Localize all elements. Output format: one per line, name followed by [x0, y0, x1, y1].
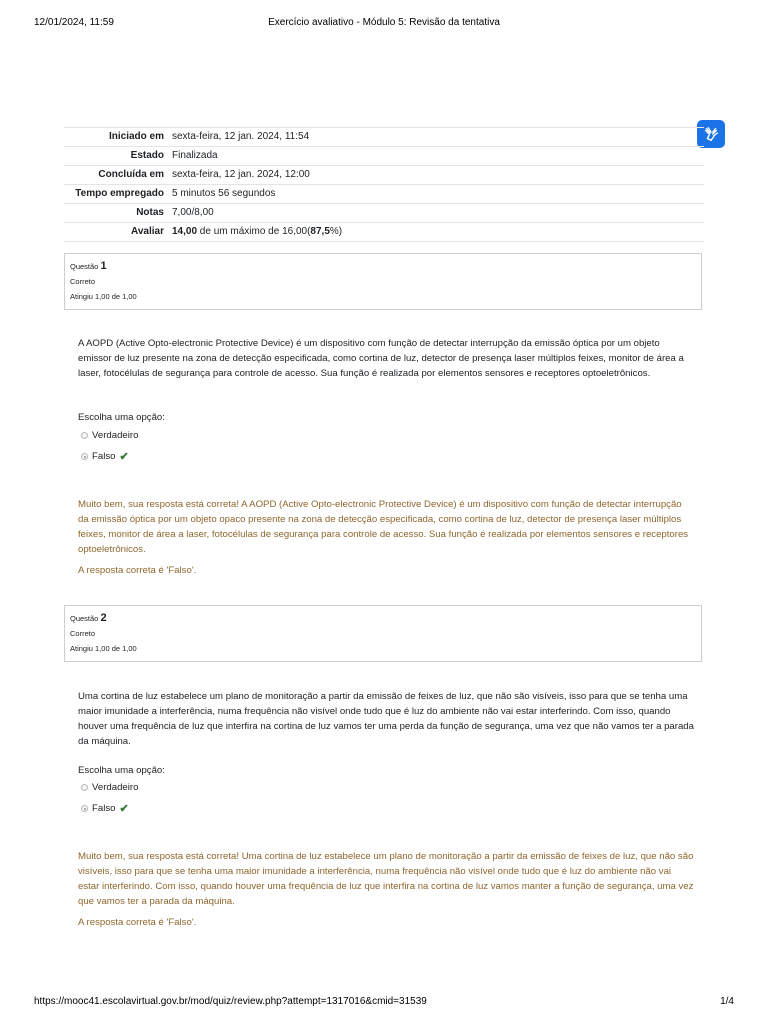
option-verdadeiro[interactable]	[81, 430, 138, 441]
question-number: 1	[100, 260, 107, 272]
option-label: Falso	[92, 451, 116, 462]
print-url: https://mooc41.escolavirtual.gov.br/mod/quiz/review.php?attempt=1317016&cmid=31539	[34, 996, 427, 1007]
summary-label: Concluída em	[64, 166, 168, 185]
print-page-number: 1/4	[720, 996, 734, 1007]
option-falso[interactable]	[81, 802, 129, 815]
summary-label: Avaliar	[64, 223, 168, 242]
choice-prompt: Escolha uma opção:	[78, 765, 165, 776]
hand-sign-icon	[702, 125, 720, 143]
feedback-2	[78, 849, 694, 930]
print-footer	[34, 996, 734, 1010]
check-icon: ✔	[119, 803, 129, 815]
question-grade: Atingiu 1,00 de 1,00	[70, 292, 137, 301]
question-number: 2	[100, 612, 107, 624]
summary-value: sexta-feira, 12 jan. 2024, 12:00	[168, 166, 704, 185]
option-verdadeiro[interactable]	[81, 782, 138, 793]
summary-row	[64, 185, 704, 204]
summary-row	[64, 223, 704, 242]
feedback-text: Muito bem, sua resposta está correta! A AOPD (Active Opto-electronic Protective Device) é um dispositivo com função de detectar interrupção da emissão óptica por um objeto opaco presente na zona de detecção especificada, como cortina de luz, detector de presença laser múltiplos feixes, monitor de área a laser, fotocélulas de segurança para controle de acesso. Sua função é realizada por elementos sensores e receptores optoeletrônicos.	[78, 499, 689, 555]
radio-button-checked[interactable]	[81, 453, 88, 460]
radio-button[interactable]	[81, 784, 88, 791]
print-header	[34, 17, 734, 31]
question-state: Correto	[70, 277, 96, 286]
radio-button-checked[interactable]	[81, 805, 88, 812]
print-datetime: 12/01/2024, 11:59	[34, 17, 114, 28]
option-falso[interactable]	[81, 450, 129, 463]
choice-prompt: Escolha uma opção:	[78, 412, 165, 423]
summary-value: 5 minutos 56 segundos	[168, 185, 704, 204]
question-state: Correto	[70, 629, 96, 638]
grade-percent: 87,5	[310, 226, 330, 237]
radio-button[interactable]	[81, 432, 88, 439]
grade-score: 14,00	[172, 226, 198, 237]
question-info-2: Questão 2 Correto Atingiu 1,00 de 1,00	[64, 605, 702, 662]
option-label: Falso	[92, 803, 116, 814]
print-page-title: Exercício avaliativo - Módulo 5: Revisão da tentativa	[268, 17, 500, 28]
question-text-1: A AOPD (Active Opto-electronic Protective Device) é um dispositivo com função de detectar interrupção da emissão óptica por um objeto emissor de luz presente na zona de detecção especificada, como cortina de luz, detector de presença laser múltiplos feixes, monitor de área a laser, fotocélulas de segurança para controle de acesso. Sua função é realizada por elementos sensores e receptores optoeletrônicos.	[78, 338, 684, 379]
right-answer: A resposta correta é 'Falso'.	[78, 917, 197, 928]
summary-row	[64, 166, 704, 185]
summary-value: 7,00/8,00	[168, 204, 704, 223]
summary-value: 14,00 de um máximo de 16,00(87,5%)	[168, 223, 704, 242]
question-text-2: Uma cortina de luz estabelece um plano de monitoração a partir da emissão de feixes de luz, que não são visíveis, isso para que se tenha uma maior imunidade a interferência, numa frequência não visível onde tudo que é luz do ambiente não vai estar interferindo. Com isso, quando houver uma frequência de luz que interfira na cortina de luz vamos ter uma perda da função de segurança, uma vez que não vamos ter a parada da máquina.	[78, 691, 694, 747]
summary-label: Notas	[64, 204, 168, 223]
attempt-summary-table	[64, 127, 704, 242]
summary-value: Finalizada	[168, 147, 704, 166]
right-answer: A resposta correta é 'Falso'.	[78, 565, 197, 576]
summary-row	[64, 147, 704, 166]
summary-value: sexta-feira, 12 jan. 2024, 11:54	[168, 128, 704, 147]
question-grade: Atingiu 1,00 de 1,00	[70, 644, 137, 653]
summary-label: Iniciado em	[64, 128, 168, 147]
summary-row	[64, 204, 704, 223]
summary-row	[64, 128, 704, 147]
summary-label: Tempo empregado	[64, 185, 168, 204]
summary-label: Estado	[64, 147, 168, 166]
option-label: Verdadeiro	[92, 430, 139, 441]
question-info-1: Questão 1 Correto Atingiu 1,00 de 1,00	[64, 253, 702, 310]
feedback-1	[78, 497, 694, 578]
option-label: Verdadeiro	[92, 782, 139, 793]
feedback-text: Muito bem, sua resposta está correta! Uma cortina de luz estabelece um plano de monitoração a partir da emissão de feixes de luz, que não são visíveis, isso para que se tenha uma maior imunidade a interferência, numa frequência não visível onde tudo que é luz do ambiente não vai estar interferindo. Com isso, quando houver uma frequência de luz que interfira na cortina de luz vamos manter a função de segurança, uma vez que vamos ter a parada da máquina.	[78, 851, 694, 907]
check-icon: ✔	[119, 451, 129, 463]
